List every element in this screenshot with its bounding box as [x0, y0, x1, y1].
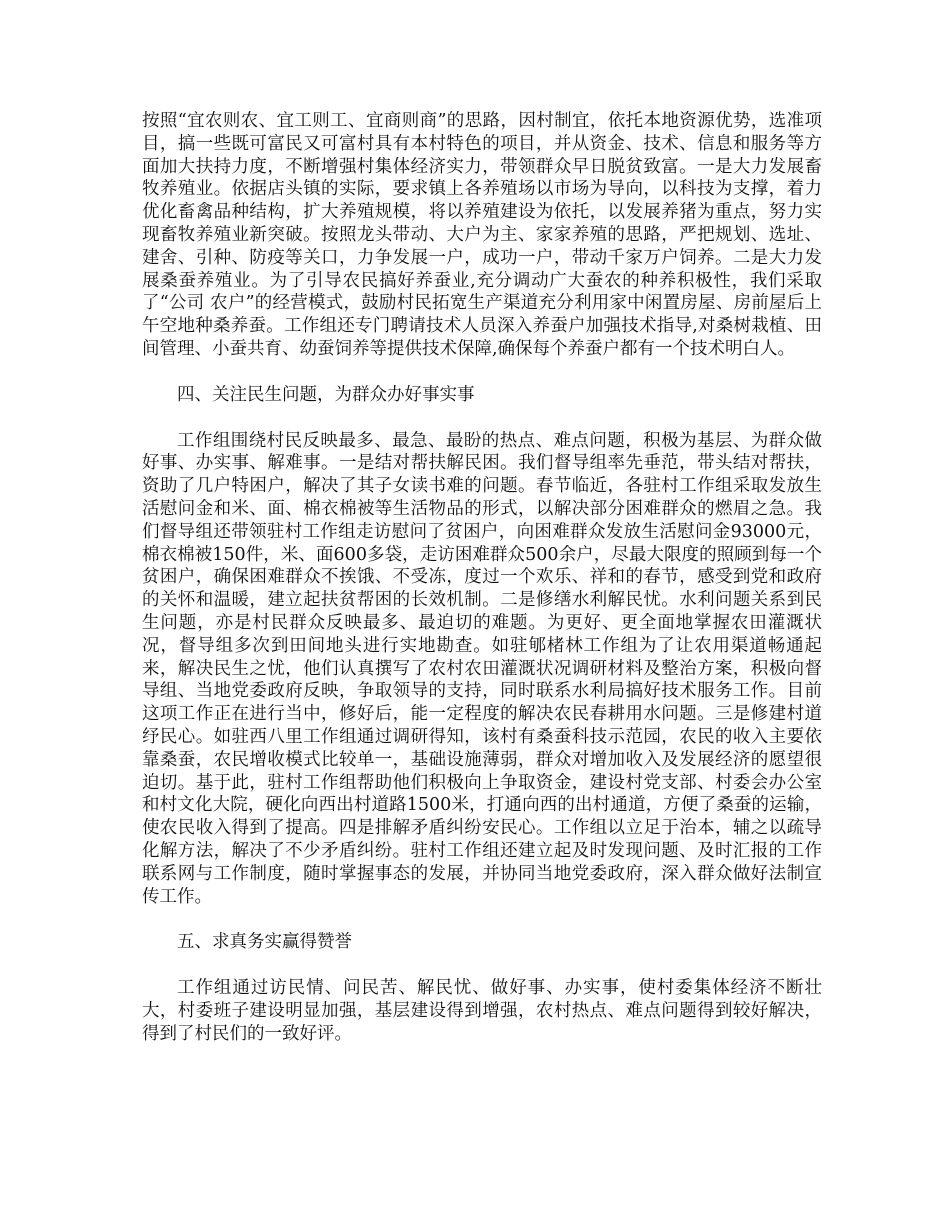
paragraph-results-summary: 工作组通过访民情、问民苦、解民忧、做好事、办实事，使村委集体经济不断壮大，村委班子建设明显加强，基层建设得到增强，农村热点、难点问题得到较好解决，得到了村民们的一致好评。 [142, 978, 822, 1044]
paragraph-economic-development: 按照“宜农则农、宜工则工、宜商则商”的思路，因村制宜，依托本地资源优势，选准项目，搞一些既可富民又可富村具有本村特色的项目，并从资金、技术、信息和服务等方面加大扶持力度，不断增强村集体经济实力，带领群众早日脱贫致富。一是大力发展畜牧养殖业。依据店头镇的实际，要求镇上各养殖场以市场为导向，以科技为支撑，着力优化畜禽品种结构，扩大养殖规模，将以养殖建设为依托，以发展养猪为重点，努力实现畜牧养殖业新突破。按照龙头带动、大户为主、家家养殖的思路，严把规划、选址、建舍、引种、防疫等关口，力争发展一户，成功一户，带动千家万户饲养。二是大力发展桑蚕养殖业。为了引导农民搞好养蚕业,充分调动广大蚕农的种养积极性，我们采取了“公司 农户”的经营模式，鼓励村民拓宽生产渠道充分利用家中闲置房屋、房前屋后上午空地种桑养蚕。工作组还专门聘请技术人员深入养蚕户加强技术指导,对桑树栽植、田间管理、小蚕共育、幼蚕饲养等提供技术保障,确保每个养蚕户都有一个技术明白人。 [142, 111, 822, 359]
section-heading-results: 五、求真务实赢得赞誉 [177, 932, 352, 953]
section-heading-livelihood: 四、关注民生问题，为群众办好事实事 [177, 384, 475, 405]
paragraph-livelihood-actions: 工作组围绕村民反映最多、最急、最盼的热点、难点问题，积极为基层、为群众做好事、办实事、解难事。一是结对帮扶解民困。我们督导组率先垂范，带头结对帮扶，资助了几户特困户，解决了其子女读书难的问题。春节临近，各驻村工作组采取发放生活慰问金和米、面、棉衣棉被等生活物品的形式，以解决部分困难群众的燃眉之急。我们督导组还带领驻村工作组走访慰问了贫困户，向困难群众发放生活慰问金93000元，棉衣棉被150件，米、面600多袋，走访困难群众500余户，尽最大限度的照顾到每一个贫困户，确保困难群众不挨饿、不受冻，度过一个欢乐、祥和的春节，感受到党和政府的关怀和温暖，建立起扶贫帮困的长效机制。二是修缮水利解民忧。水利问题关系到民生问题，亦是村民群众反映最多、最迫切的难题。为更好、更全面地掌握农田灌溉状况，督导组多次到田间地头进行实地勘查。如驻郇楮林工作组为了让农用渠道畅通起来，解决民生之忧，他们认真撰写了农村农田灌溉状况调研材料及整治方案，积极向督导组、当地党委政府反映，争取领导的支持，同时联系水利局搞好技术服务工作。目前这项工作正在进行当中，修好后，能一定程度的解决农民春耕用水问题。三是修建村道纾民心。如驻西八里工作组通过调研得知，该村有桑蚕科技示范园，农民的收入主要依靠桑蚕，农民增收模式比较单一，基础设施薄弱，群众对增加收入及发展经济的愿望很迫切。基于此，驻村工作组帮助他们积极向上争取资金，建设村党支部、村委会办公室和村文化大院，硬化向西出村道路1500米，打通向西的出村通道，方便了桑蚕的运输，使农民收入得到了提高。四是排解矛盾纠纷安民心。工作组以立足于治本，辅之以疏导化解方法，解决了不少矛盾纠纷。驻村工作组还建立起及时发现问题、及时汇报的工作联系网与工作制度，随时掌握事态的发展，并协同当地党委政府，深入群众做好法制宣传工作。 [142, 430, 822, 907]
document-page [142, 110, 822, 1045]
